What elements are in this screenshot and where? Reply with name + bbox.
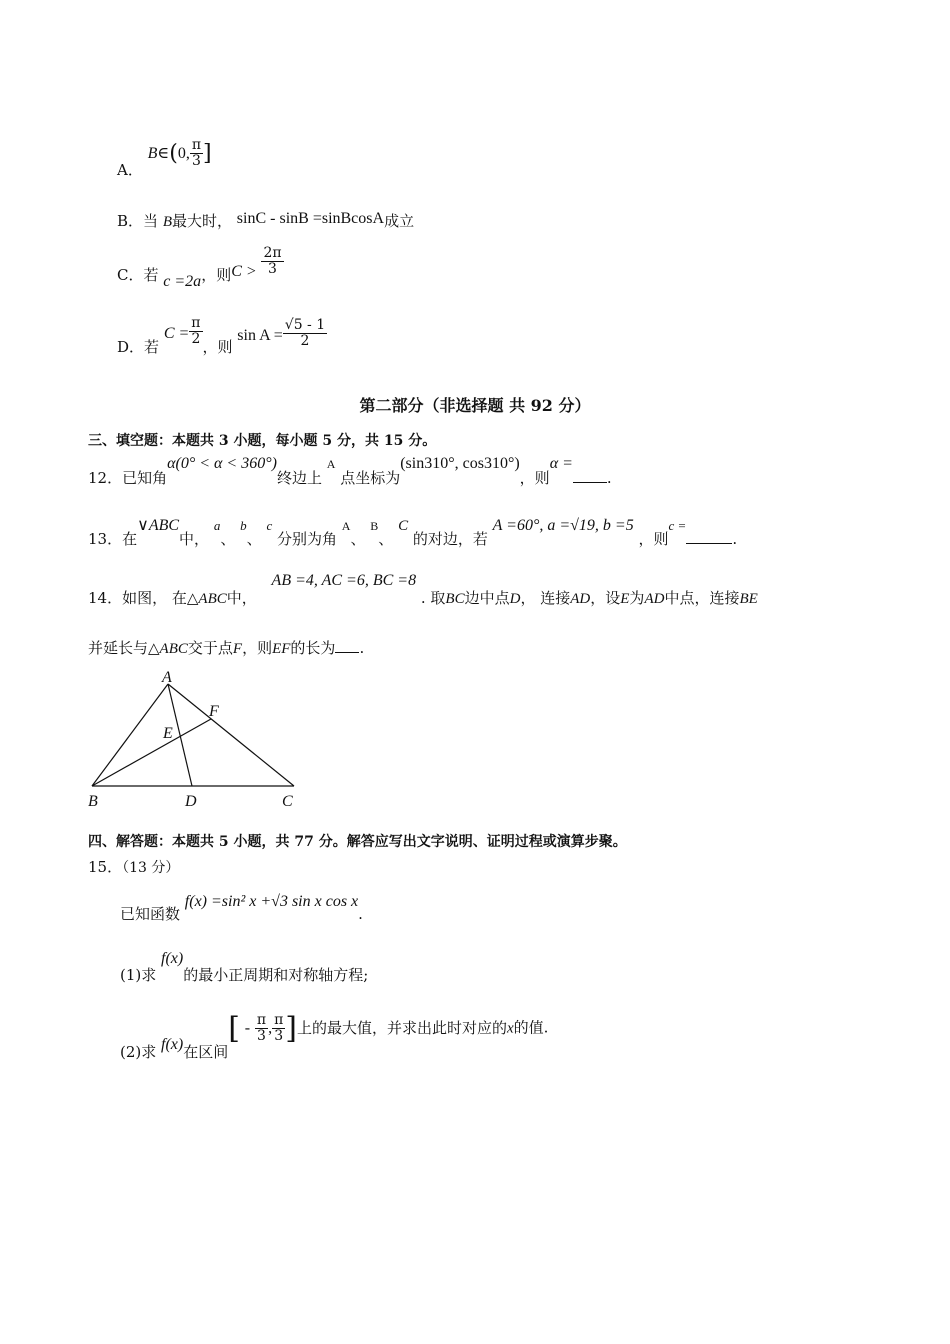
option-d-result: sin A =: [237, 326, 283, 344]
q14-l1k: E: [620, 591, 630, 607]
option-d-fraction-1: [189, 316, 202, 347]
option-b-text3: 成立: [384, 212, 415, 230]
label-a: A: [162, 669, 172, 686]
q13-text1: 在: [122, 530, 138, 548]
option-d-condition: C =: [163, 324, 190, 342]
q13-text2: 中，: [179, 530, 210, 548]
q13-side-b: b: [240, 518, 247, 533]
question-14-line2: [88, 637, 364, 658]
q13-sep1: 、: [220, 530, 236, 548]
q15-stem-end: .: [358, 905, 363, 923]
q14-l1o: BE: [739, 591, 758, 607]
option-c-condition: c =2a: [163, 272, 202, 290]
q12-coordinates: (sin310°, cos310°): [400, 455, 520, 472]
option-d-frac2-num: √5 - 1: [284, 317, 326, 333]
segment-bf: [92, 719, 211, 786]
q15-stem-text: 已知函数: [120, 905, 181, 923]
q14-l1f: 边中点: [464, 589, 510, 607]
side-ac: [168, 684, 294, 786]
q15-p2-text1: 在区间: [183, 1042, 229, 1061]
q13-answer-var: c =: [668, 518, 687, 533]
q15-function: f(x) =sin² x +√3 sin x cos x: [184, 893, 359, 910]
option-c-frac-num: 2π: [263, 245, 282, 261]
option-d: [117, 310, 327, 356]
option-a-fraction: [190, 138, 203, 169]
option-d-frac2-den: 2: [300, 333, 310, 349]
side-ab: [92, 684, 168, 786]
q13-number: 13．: [88, 530, 123, 548]
q13-side-c: c: [266, 518, 273, 533]
option-b-text1: 当: [143, 212, 159, 230]
q15-p2-text3: 的值.: [513, 1018, 549, 1037]
option-c-result: C >: [231, 262, 257, 280]
q13-angle-a: A: [341, 519, 351, 533]
q15-p1-text: 的最小正周期和对称轴方程;: [183, 966, 369, 984]
q15-p2-x: x: [507, 1020, 514, 1037]
q14-l1g: D: [509, 591, 521, 607]
q15-p2-text2: 上的最大值，并求出此时对应的: [296, 1018, 507, 1037]
label-c: C: [282, 793, 293, 810]
q14-answer-blank: [335, 651, 359, 653]
option-a-lhs: B∈: [147, 144, 170, 162]
option-a-paren-left: (: [169, 141, 178, 166]
option-c-text1: 若: [143, 265, 159, 284]
q15-p2-frac1-den: 3: [257, 1028, 266, 1044]
option-a-frac-num: π: [191, 137, 202, 153]
option-c: [117, 245, 284, 290]
q15-p2-function: f(x): [161, 1035, 184, 1053]
q14-l2f: EF: [272, 641, 291, 657]
q14-l2c: 交于点: [187, 639, 233, 657]
option-a-frac-den: 3: [191, 153, 201, 169]
q13-angle-b: B: [370, 519, 379, 533]
option-a: [117, 126, 212, 179]
q13-conditions: A =60°, a =√19, b =5: [492, 517, 634, 534]
triangle-figure: [80, 664, 310, 814]
option-b-text2: 最大时，: [172, 212, 233, 230]
q12-answer-var: α =: [549, 455, 573, 472]
q14-l1d: . 取: [420, 589, 446, 607]
q14-l1i: AD: [570, 591, 591, 607]
question-13: [88, 514, 738, 548]
q14-l2b: ABC: [159, 641, 188, 657]
option-d-frac1-num: π: [191, 315, 201, 331]
q14-l1m: AD: [644, 591, 665, 607]
q14-l1b: ABC: [198, 591, 227, 607]
section4-heading: 四、解答题：本题共 5 小题，共 77 分。解答应写出文字说明、证明过程或演算步聚。: [88, 834, 627, 850]
q13-sep2: 、: [246, 530, 262, 548]
option-d-text1: 若: [144, 337, 160, 356]
q14-l2h: .: [359, 639, 365, 657]
q13-text5: ，则: [638, 530, 669, 548]
q15-p2-frac2-den: 3: [274, 1028, 284, 1044]
option-c-text2: ，则: [201, 265, 232, 284]
label-b: B: [88, 793, 98, 810]
q15-p1-prefix: (1)求: [120, 966, 157, 984]
q15-p2-prefix: (2)求: [120, 1042, 157, 1061]
question-15-part1: [120, 947, 369, 984]
q14-side-lengths: AB =4, AC =6, BC =8: [271, 572, 417, 589]
option-b-var: B: [162, 214, 172, 230]
q13-answer-blank: [686, 542, 732, 544]
option-b-equation: sinC - sinB =sinBcosA: [236, 210, 385, 227]
q14-number: 14．: [88, 589, 123, 607]
q14-l1j: ，设: [590, 589, 621, 607]
q15-p2-bracket-left: [: [228, 1011, 240, 1046]
q15-number: 15．: [88, 858, 123, 876]
q15-score: （13 分）: [122, 860, 180, 876]
option-d-text2: ，则: [202, 337, 233, 356]
option-a-label: A．: [117, 160, 143, 179]
option-d-fraction-2: [283, 318, 327, 349]
q12-answer-blank: [573, 481, 607, 483]
q15-p2-fraction-2: [272, 1013, 285, 1044]
q13-text3: 分别为角: [277, 530, 338, 548]
part2-title: 第二部分（非选择题 共 92 分）: [359, 396, 591, 415]
option-b: [117, 210, 414, 231]
q15-p2-comma: ,: [268, 1019, 273, 1037]
q12-text2: 终边上: [276, 469, 322, 487]
q12-text3: 点坐标为: [340, 469, 401, 487]
q15-p2-frac2-num: π: [274, 1012, 284, 1028]
option-b-label: B．: [117, 212, 144, 230]
section3-heading: 三、填空题：本题共 3 小题，每小题 5 分，共 15 分。: [88, 433, 437, 449]
q13-side-a: a: [213, 518, 221, 533]
q13-triangle: ∨ABC: [137, 517, 180, 534]
q14-l1l: 为: [629, 589, 645, 607]
option-a-bracket-right: ]: [203, 141, 212, 166]
q13-sep3: 、: [350, 530, 366, 548]
question-15-part2: [120, 1011, 549, 1061]
q12-angle-range: α(0° < α < 360°): [167, 455, 277, 472]
q14-l1c: 中，: [226, 589, 257, 607]
q15-p2-fraction-1: [255, 1013, 268, 1044]
label-f: F: [209, 703, 219, 720]
q15-p2-bracket-right: ]: [285, 1011, 297, 1046]
q12-text4: ，则: [519, 469, 550, 487]
q14-l2e: ，则: [242, 639, 273, 657]
q12-end: .: [606, 469, 612, 487]
q15-p2-frac1-num: π: [256, 1012, 267, 1028]
question-15-header: [88, 856, 179, 877]
q14-l2a: 并延长与△: [88, 639, 160, 657]
question-15-stem: [120, 890, 363, 923]
option-d-frac1-den: 2: [191, 331, 201, 347]
option-c-frac-den: 3: [268, 261, 277, 277]
q13-text4: 的对边，若: [412, 530, 488, 548]
q12-text1: 已知角: [122, 469, 168, 487]
option-a-zero: 0,: [177, 144, 190, 162]
q12-number: 12．: [88, 469, 123, 487]
q15-p1-function: f(x): [161, 950, 184, 967]
q14-l1a: 如图， 在△: [122, 589, 199, 607]
q14-l1n: 中点，连接: [664, 589, 740, 607]
label-d: D: [185, 793, 197, 810]
option-c-fraction: [261, 246, 283, 277]
q14-l2d: F: [232, 641, 243, 657]
q12-point: A: [326, 457, 336, 471]
question-12: [88, 452, 612, 487]
q13-angle-c: C: [398, 518, 409, 534]
q14-l2g: 的长为: [290, 639, 336, 657]
question-14-line1: [88, 569, 758, 607]
label-e: E: [163, 725, 173, 742]
q15-p2-minus: -: [244, 1019, 251, 1037]
q14-l1h: ， 连接: [520, 589, 571, 607]
q13-sep4: 、: [378, 530, 394, 548]
q14-l1e: BC: [445, 591, 465, 607]
option-d-label: D．: [117, 337, 145, 356]
q13-end: .: [732, 530, 738, 548]
option-c-label: C．: [117, 265, 144, 284]
